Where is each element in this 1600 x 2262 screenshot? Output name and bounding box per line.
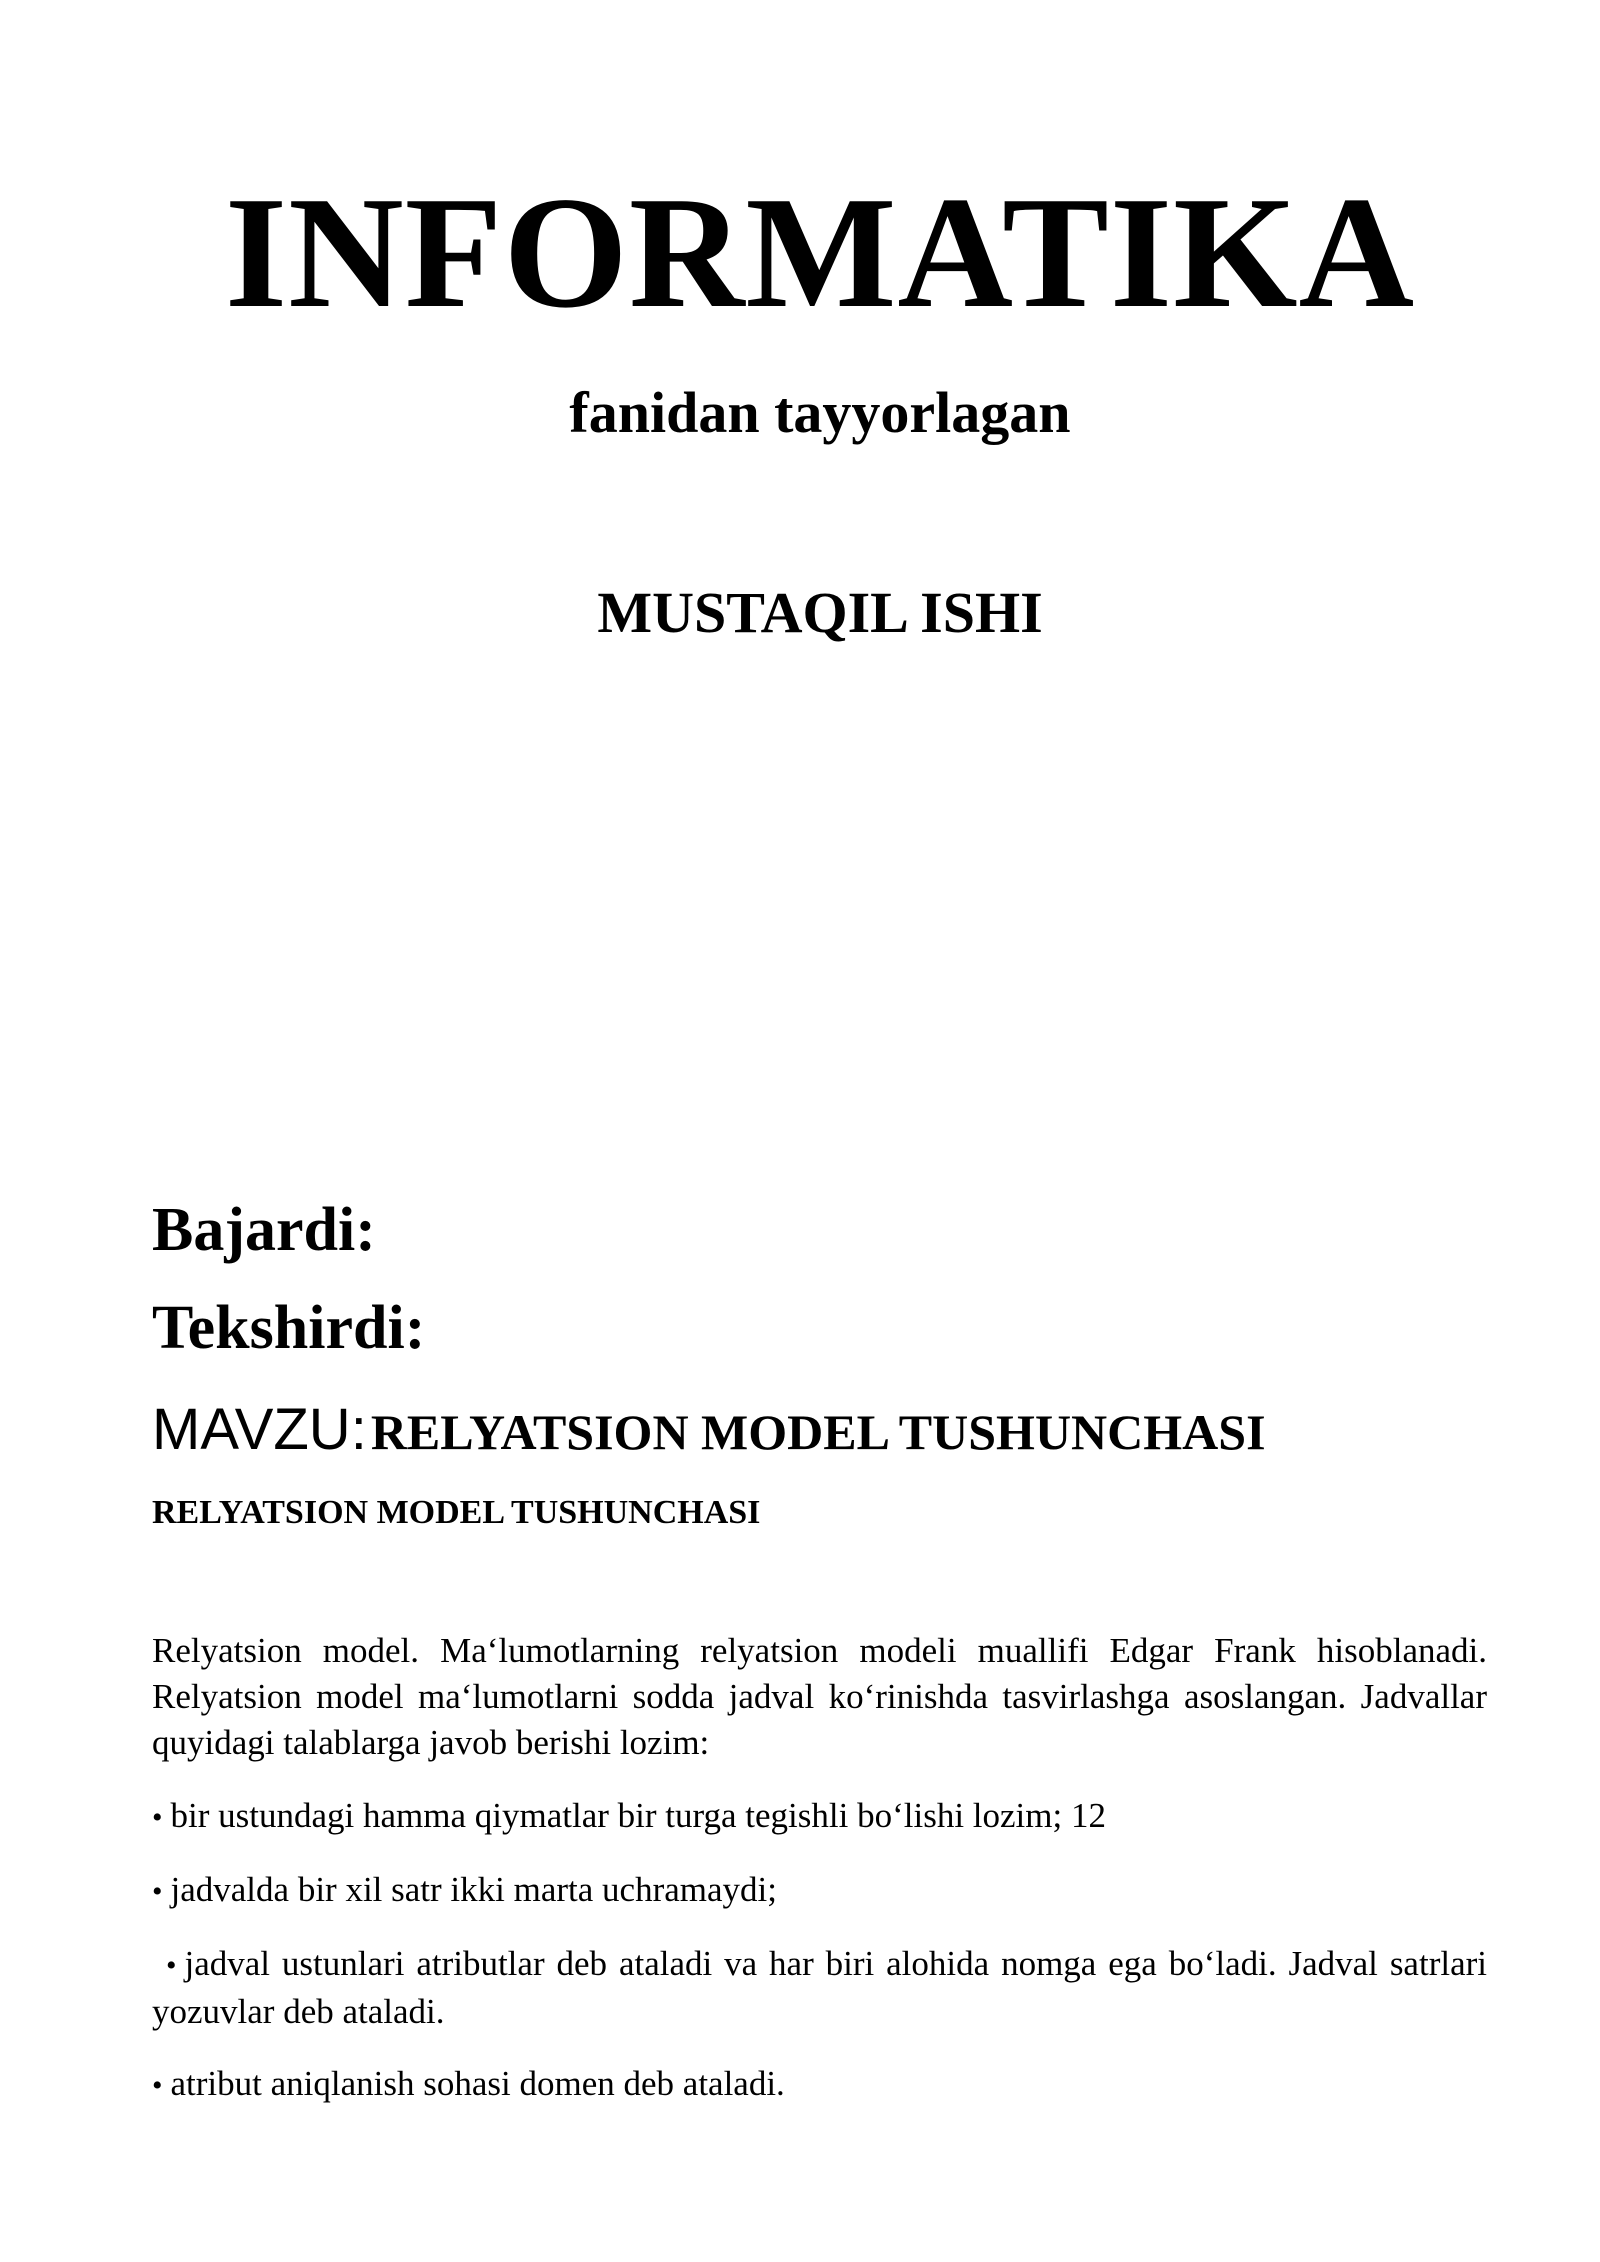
list-item-text: bir ustundagi hamma qiymatlar bir turga tegishli bo‘lishi lozim; 12 — [170, 1796, 1106, 1835]
topic-value: RELYATSION MODEL TUSHUNCHASI — [370, 1404, 1266, 1460]
bullet-icon: • — [152, 1875, 163, 1908]
list-item — [152, 1793, 1487, 1841]
topic-label: MAVZU: — [152, 1397, 367, 1462]
bajardi-label: Bajardi: — [152, 1196, 376, 1264]
list-item-text: jadvalda bir xil satr ikki marta uchramaydi; — [170, 1870, 777, 1909]
bullet-icon: • — [166, 1949, 177, 1982]
cover-subtitle: fanidan tayyorlagan — [569, 380, 1071, 445]
topic-line — [152, 1392, 1266, 1470]
intro-paragraph: Relyatsion model. Ma‘lumotlarning relyatsion modeli muallifi Edgar Frank hisoblanadi. Relyatsion model ma‘lumotlarni sodda jadval ko‘rinishda tasvirlashga asoslangan. Jadvallar quyidagi talablarga javob berishi lozim: — [152, 1631, 1487, 1762]
bullet-icon: • — [152, 1801, 163, 1834]
list-item-text: jadval ustunlari atributlar deb ataladi va har biri alohida nomga ega bo‘ladi. Jadval satrlari yozuvlar deb ataladi. — [152, 1944, 1487, 2031]
list-item — [152, 1867, 1487, 1915]
section-heading: RELYATSION MODEL TUSHUNCHASI — [152, 1494, 761, 1531]
list-item-text: atribut aniqlanish sohasi domen deb ataladi. — [170, 2064, 785, 2103]
requirements-list — [152, 1793, 1487, 2135]
tekshirdi-label: Tekshirdi: — [152, 1294, 426, 1362]
list-item — [152, 2061, 1487, 2109]
bullet-icon: • — [152, 2069, 163, 2102]
work-type-title: MUSTAQIL ISHI — [597, 580, 1043, 645]
list-item — [152, 1941, 1487, 2035]
cover-title: INFORMATIKA — [224, 163, 1416, 341]
